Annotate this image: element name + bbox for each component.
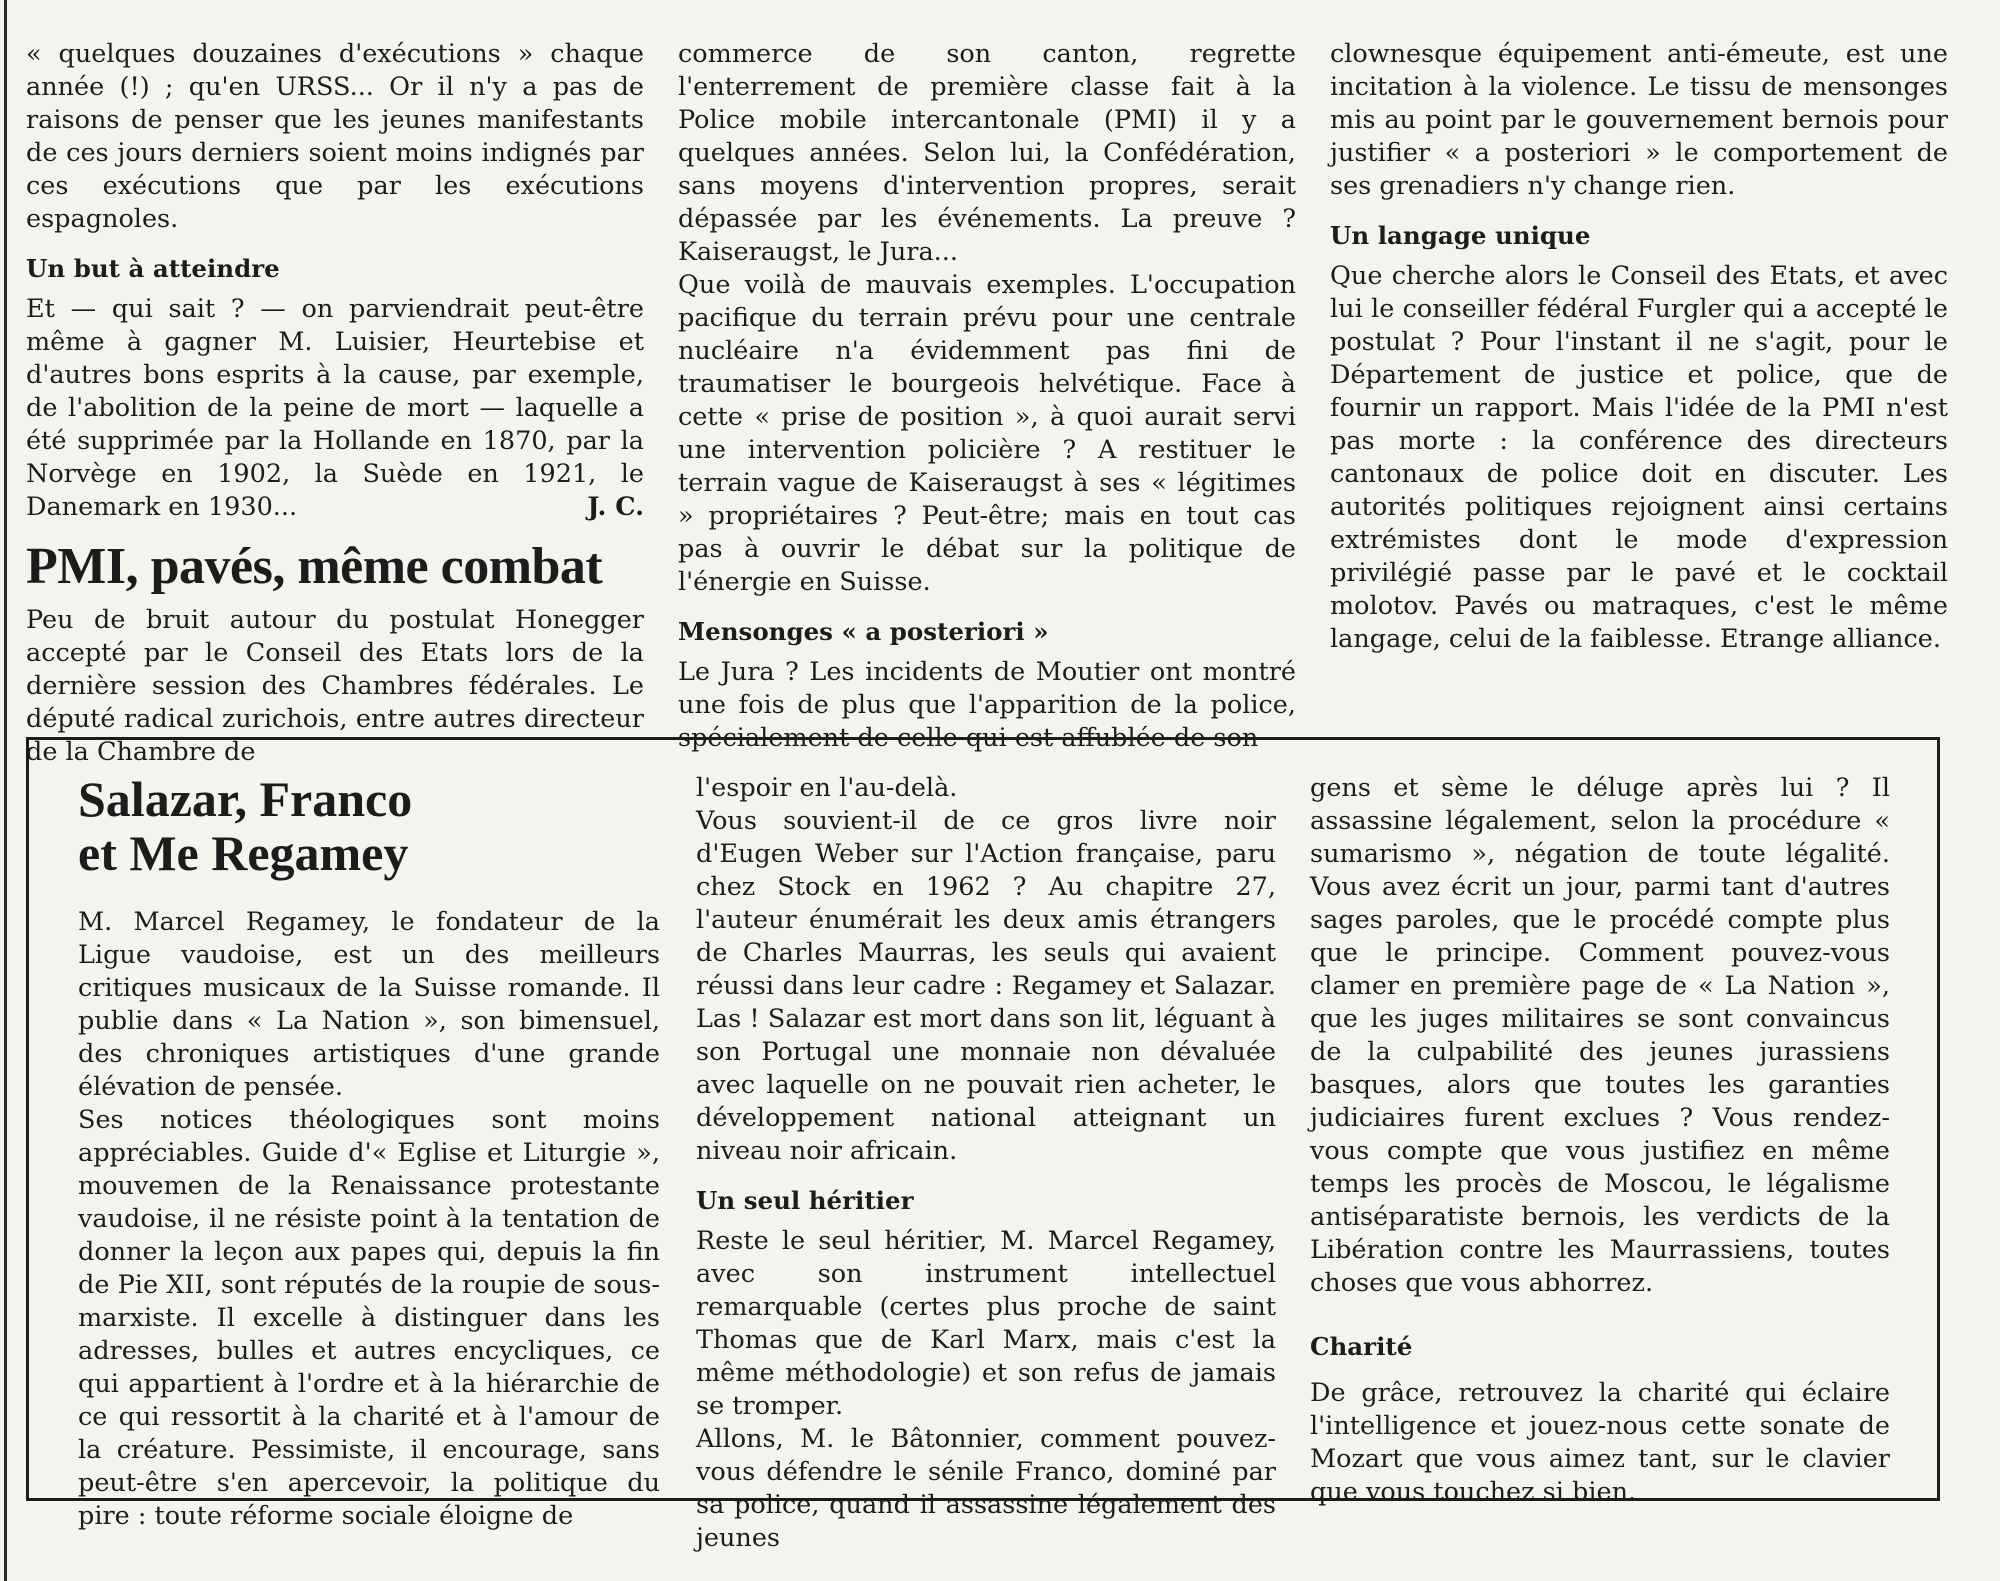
paragraph: Peu de bruit autour du postulat Honegger accepté par le Conseil des Etats lors de la dernière session des Chambres fédérales. Le député radical zurichois, entre autres directeur de la Chambre de bbox=[26, 605, 644, 767]
author-signature: J. C. bbox=[587, 492, 644, 522]
paragraph-text: Et — qui sait ? — on parviendrait peut-être même à gagner M. Luisier, Heurtebise et d'autres bons esprits à la cause, par exemple, de l'abolition de la peine de mort — laquelle a été supprimée par la Hollande en 1870, par la Norvège en 1902, la Suède en 1921, le Danemark en 1930... bbox=[26, 294, 644, 522]
paragraph: M. Marcel Regamey, le fondateur de la Ligue vaudoise, est un des meilleurs critiques musicaux de la Suisse romande. Il publie dans « La Nation », son bimensuel, des chroniques artistiques d'une grande élévation de pensée. bbox=[78, 907, 660, 1102]
paragraph: Que voilà de mauvais exemples. L'occupation pacifique du terrain prévu pour une centrale nucléaire n'a évidemment pas fini de traumatiser le bourgeois helvétique. Face à cette « prise de position », à quoi aurait servi une intervention policière ? A restituer le terrain vague de Kaiseraugst à ses « légitimes » propriétaires ? Peut-être; mais en tout cas pas à ouvrir le débat sur la politique de l'énergie en Suisse. bbox=[678, 270, 1296, 597]
paragraph: Le Jura ? Les incidents de Moutier ont montré une fois de plus que l'apparition de la police, spécialement de celle qui est affublée de son bbox=[678, 657, 1296, 753]
top-column-2 bbox=[678, 38, 1296, 755]
paragraph: commerce de son canton, regrette l'enterrement de première classe fait à la Police mobile intercantonale (PMI) il y a quelques années. Selon lui, la Confédération, sans moyens d'intervention propres, serait dépassée par les événements. La preuve ? Kaiseraugst, le Jura... bbox=[678, 39, 1296, 267]
paragraph: l'espoir en l'au-delà. bbox=[696, 773, 958, 803]
paragraph: Reste le seul héritier, M. Marcel Regamey, avec son instrument intellectuel remarquable (certes plus proche de saint Thomas que de Karl Marx, mais c'est la même méthodologie) et son refus de jamais se tromper. bbox=[696, 1226, 1276, 1421]
paragraph: Que cherche alors le Conseil des Etats, et avec lui le conseiller fédéral Furgler qui a accepté le postulat ? Pour l'instant il ne s'agit, pour le Département de justice et police, que de fournir un rapport. Mais l'idée de la PMI n'est pas morte : la conférence des directeurs cantonaux de police doit en discuter. Les autorités politiques rejoignent ainsi certains extrémistes dont le mode d'expression privilégié passe par le pavé et le cocktail molotov. Pavés ou matraques, c'est le même langage, celui de la faiblesse. Etrange alliance. bbox=[1330, 261, 1948, 654]
paragraph: « quelques douzaines d'exécutions » chaque année (!) ; qu'en URSS... Or il n'y a pas de raisons de penser que les jeunes manifestants de ces jours derniers soient moins indignés par ces exécutions que par les exécutions espagnoles. bbox=[26, 39, 644, 234]
subheading-mensonges: Mensonges « a posteriori » bbox=[678, 617, 1049, 646]
title-line-2: et Me Regamey bbox=[78, 825, 409, 881]
box-column-3 bbox=[1310, 772, 1890, 1509]
top-column-3 bbox=[1330, 38, 1948, 656]
paragraph: Ses notices théologiques sont moins appréciables. Guide d'« Eglise et Liturgie », mouvemen de la Renaissance protestante vaudoise, il ne résiste point à la tentation de donner la leçon aux papes qui, depuis la fin de Pie XII, sont réputés de la roupie de sous-marxiste. Il excelle à distinguer dans les adresses, bulles et autres encycliques, ce qui appartient à l'ordre et à la hiérarchie de ce qui ressortit à la charité et à l'amour de la créature. Pessimiste, il encourage, sans peut-être s'en apercevoir, la politique du pire : toute réforme sociale éloigne de bbox=[78, 1105, 660, 1531]
paragraph: gens et sème le déluge après lui ? Il assassine légalement, selon la procédure « sumarismo », négation de toute légalité. Vous avez écrit un jour, parmi tant d'autres sages paroles, que le procédé compte plus que le principe. Comment pouvez-vous clamer en première page de « La Nation », que les juges militaires se sont convaincus de la culpabilité des jeunes jurassiens basques, alors que toutes les garanties judiciaires furent exclues ? Vous rendez-vous compte que vous justifiez en même temps les procès de Moscou, le légalisme antiséparatiste bernois, les verdicts de la Libération contre les Maurrassiens, toutes choses que vous abhorrez. bbox=[1310, 773, 1890, 1298]
box-column-1 bbox=[78, 772, 660, 1533]
box-column-2 bbox=[696, 772, 1276, 1555]
top-column-1 bbox=[26, 38, 644, 769]
paragraph: clownesque équipement anti-émeute, est une incitation à la violence. Le tissu de mensonges mis au point par le gouvernement bernois pour justifier « a posteriori » le comportement de ses grenadiers n'y change rien. bbox=[1330, 39, 1948, 201]
title-line-1: Salazar, Franco bbox=[78, 771, 413, 827]
paragraph: Allons, M. le Bâtonnier, comment pouvez-vous défendre le sénile Franco, dominé par sa police, quand il assassine légalement des jeunes bbox=[696, 1424, 1276, 1553]
boxed-article-title bbox=[78, 772, 660, 880]
paragraph bbox=[26, 293, 644, 524]
page-edge-rule bbox=[4, 0, 7, 1581]
subheading-langage: Un langage unique bbox=[1330, 221, 1591, 250]
subheading-un-but: Un but à atteindre bbox=[26, 254, 280, 283]
paragraph: De grâce, retrouvez la charité qui éclaire l'intelligence et jouez-nous cette sonate de Mozart que vous aimez tant, sur le clavier que vous touchez si bien. bbox=[1310, 1378, 1890, 1507]
paragraph: Vous souvient-il de ce gros livre noir d'Eugen Weber sur l'Action française, paru chez Stock en 1962 ? Au chapitre 27, l'auteur énumérait les deux amis étrangers de Charles Maurras, les seuls qui avaient réussi dans leur cadre : Regamey et Salazar. Las ! Salazar est mort dans son lit, léguant à son Portugal une monnaie non dévaluée avec laquelle on ne pouvait rien acheter, le développement national atteignant un niveau noir africain. bbox=[696, 806, 1276, 1166]
subheading-heritier: Un seul héritier bbox=[696, 1186, 914, 1215]
article-headline: PMI, pavés, même combat bbox=[26, 538, 603, 595]
subheading-charite: Charité bbox=[1310, 1332, 1413, 1361]
